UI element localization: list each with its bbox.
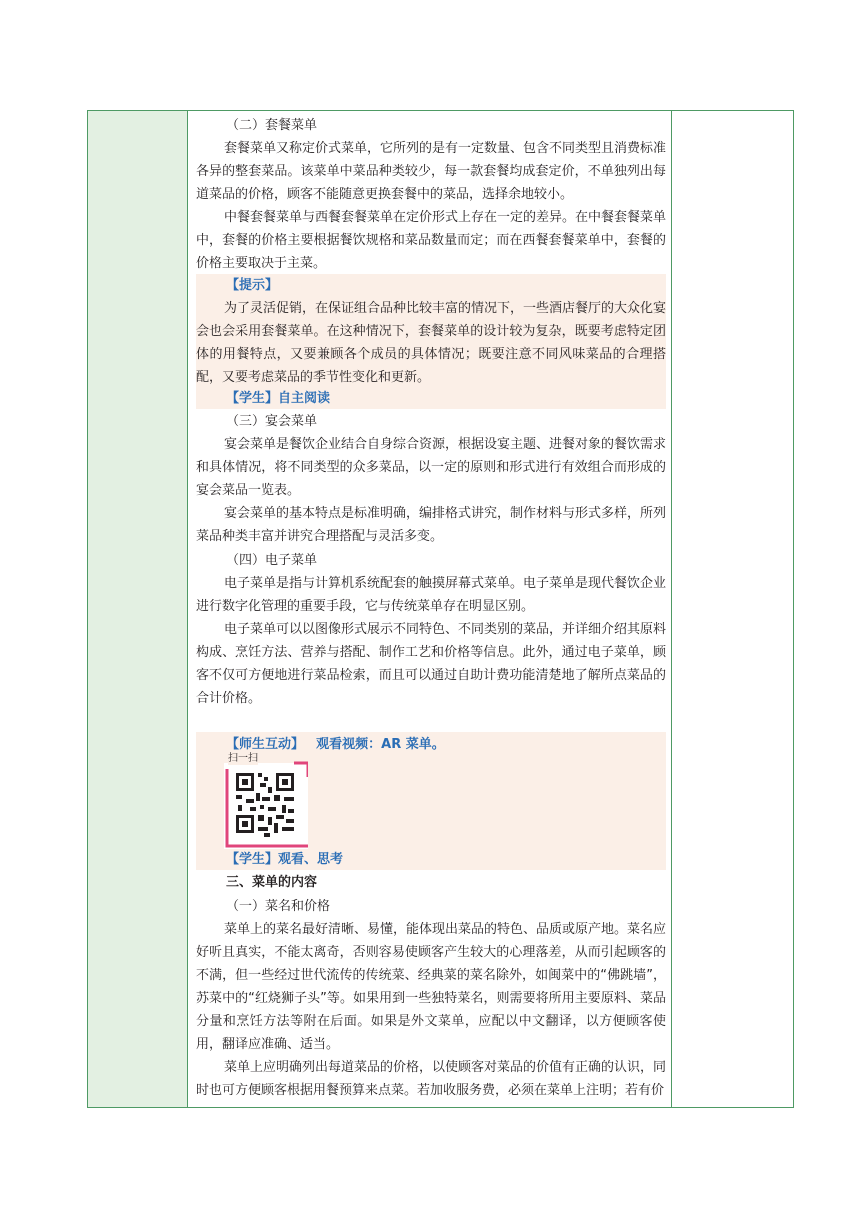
interaction-line: [226, 733, 666, 756]
banquet-heading: （三）宴会菜单: [226, 414, 318, 429]
qr-code-icon: [224, 757, 308, 849]
tip-text: 为了灵活促销，在保证组合品种比较丰富的情况下，一些酒店餐厅的大众化宴会也会采用套餐菜单。在这种情况下，套餐菜单的设计较为复杂，既要考虑特定团体的用餐特点，又要兼顾各个成员的具体情况；既要注意不同风味菜品的合理搭配，又要考虑菜品的季节性变化和更新。: [196, 301, 666, 385]
content-column: [196, 111, 666, 1107]
tip-label: 【提示】: [226, 278, 279, 293]
set-menu-paragraph-1: 套餐菜单又称定价式菜单，它所列的是有一定数量、包含不同类型且消费标准各异的整套菜品。该菜单中菜品种类较少，每一款套餐均成套定价，不单独列出每道菜品的价格，顾客不能随意更换套餐中的菜品，选择余地较小。: [196, 141, 666, 202]
left-column: [88, 111, 188, 1107]
interaction-label: 【师生互动】: [226, 737, 305, 752]
name-price-heading: （一）菜名和价格: [226, 899, 331, 914]
student-read-label: 【学生】自主阅读: [226, 391, 331, 406]
name-price-paragraph-1: 菜单上的菜名最好清晰、易懂，能体现出菜品的特色、品质或原产地。菜名应好听且真实，不能太离奇，否则容易使顾客产生较大的心理落差，从而引起顾客的不满，但一些经过世代流传的传统菜、经典菜的菜名除外，如闽菜中的“佛跳墙”，苏菜中的“红烧狮子头”等。如果用到一些独特菜名，则需要将所用主要原料、菜品分量和烹饪方法等附在后面。如果是外文菜单，应配以中文翻译，以方便顾客使用，翻译应准确、适当。: [196, 922, 666, 1052]
right-column: [671, 111, 793, 1107]
qr-caption: 扫一扫: [228, 753, 258, 764]
interaction-text: 观看视频：AR 菜单。: [316, 737, 445, 752]
name-price-paragraph-2: 菜单上应明确列出每道菜品的价格，以使顾客对菜品的价值有正确的认识，同时也可方便顾客根据用餐预算来点菜。若加收服务费，必须在菜单上注明；若有价: [196, 1060, 666, 1098]
set-menu-heading: （二）套餐菜单: [226, 118, 318, 133]
lesson-table: [87, 110, 794, 1108]
e-menu-paragraph-1: 电子菜单是指与计算机系统配套的触摸屏幕式菜单。电子菜单是现代餐饮企业进行数字化管理的重要手段，它与传统菜单存在明显区别。: [196, 576, 666, 614]
banquet-paragraph-1: 宴会菜单是餐饮企业结合自身综合资源，根据设宴主题、进餐对象的餐饮需求和具体情况，将不同类型的众多菜品，以一定的原则和形式进行有效组合而形成的宴会菜品一览表。: [196, 437, 666, 498]
e-menu-heading: （四）电子菜单: [226, 553, 318, 568]
e-menu-paragraph-2: 电子菜单可以以图像形式展示不同特色、不同类别的菜品，并详细介绍其原料构成、烹饪方法、营养与搭配、制作工艺和价格等信息。此外，通过电子菜单，顾客不仅可方便地进行菜品检索，而且可以通过自助计费功能清楚地了解所点菜品的合计价格。: [196, 622, 666, 706]
set-menu-paragraph-2: 中餐套餐菜单与西餐套餐菜单在定价形式上存在一定的差异。在中餐套餐菜单中，套餐的价格主要根据餐饮规格和菜品数量而定；而在西餐套餐菜单中，套餐的价格主要取决于主菜。: [196, 210, 666, 271]
student-watch-label: 【学生】观看、思考: [226, 852, 344, 867]
content-heading: 三、菜单的内容: [226, 875, 318, 890]
qr-code-card: [224, 753, 308, 849]
banquet-paragraph-2: 宴会菜单的基本特点是标准明确，编排格式讲究，制作材料与形式多样，所列菜品种类丰富并讲究合理搭配与灵活多变。: [196, 506, 666, 544]
